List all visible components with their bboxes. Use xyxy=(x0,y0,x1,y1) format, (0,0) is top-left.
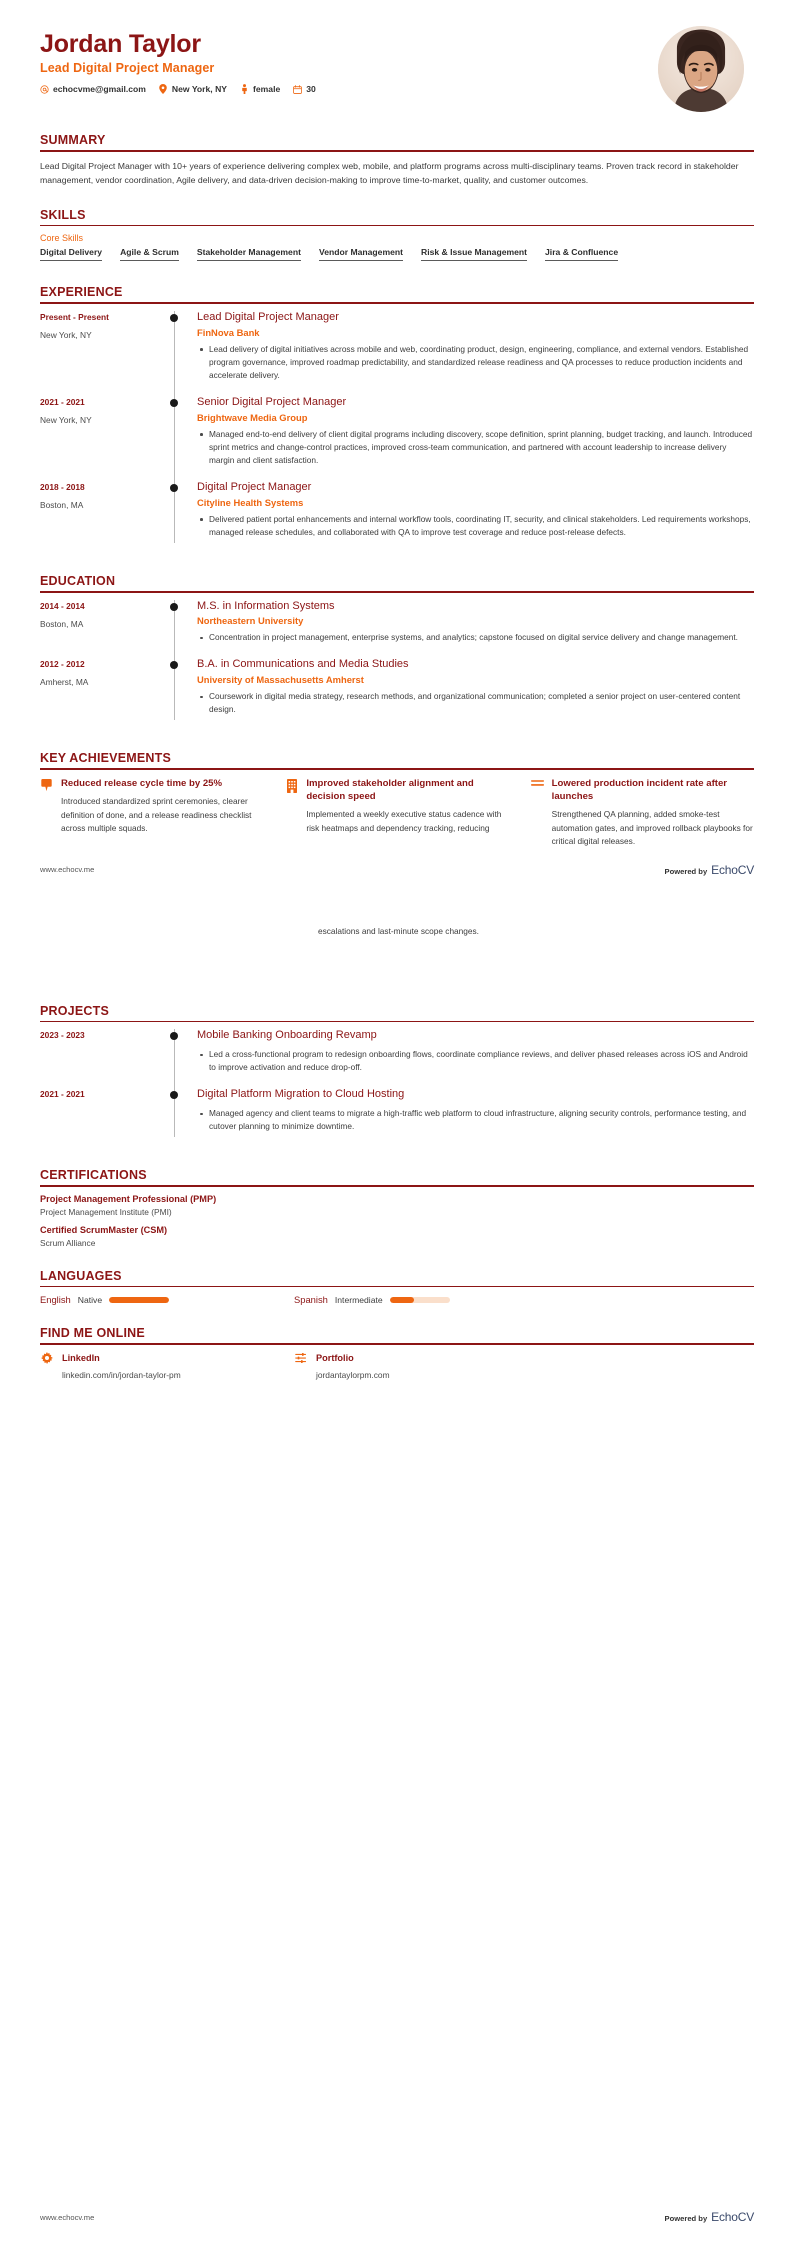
language-proficiency-bar xyxy=(109,1297,169,1303)
entry-role: Senior Digital Project Manager xyxy=(197,396,347,408)
certification-item xyxy=(40,1225,754,1248)
footer-brand xyxy=(665,863,754,877)
timeline-rail xyxy=(170,1088,186,1147)
section-languages xyxy=(40,1269,754,1306)
achievement-title: Improved stakeholder alignment and decision speed xyxy=(306,777,474,803)
map-pin-icon xyxy=(159,85,168,94)
experience-entry xyxy=(40,396,754,481)
entry-bullet: Delivered patient portal enhancements and internal workflow tools, coordinating IT, security, and clinical stakeholders. Led requirements workshops, managed release schedules, and collaborated with QA to improve test coverage and reduce post-release defects. xyxy=(197,513,754,539)
entry-location: New York, NY xyxy=(40,329,92,340)
footer-brand xyxy=(665,2210,754,2224)
certification-issuer: Project Management Institute (PMI) xyxy=(40,1206,172,1217)
timeline-dot xyxy=(170,661,178,669)
education-entry xyxy=(40,600,754,659)
section-skills xyxy=(40,208,754,265)
skill-chip: Digital Delivery xyxy=(40,247,102,261)
certification-item xyxy=(40,1194,754,1217)
entry-school: University of Massachusetts Amherst xyxy=(197,674,364,686)
section-key-achievements xyxy=(40,751,754,848)
speech-bubble-icon xyxy=(40,779,53,795)
skill-chip: Vendor Management xyxy=(319,247,403,261)
entry-bullets xyxy=(197,690,754,716)
entry-bullet: Coursework in digital media strategy, research methods, and organizational communication; completed a senior project on user-centered content design. xyxy=(197,690,754,716)
languages-rule xyxy=(40,1286,754,1288)
projects-rule xyxy=(40,1021,754,1023)
contact-age-text: 30 xyxy=(306,84,316,94)
achievement-desc: Strengthened QA planning, added smoke-test automation gates, and improved rollback playbooks for critical digital releases. xyxy=(551,809,753,847)
project-entry xyxy=(40,1029,754,1088)
entry-organization: FinNova Bank xyxy=(197,326,260,338)
skill-chip: Risk & Issue Management xyxy=(421,247,527,261)
footer-url: www.echocv.me xyxy=(40,2212,95,2222)
entry-organization: Cityline Health Systems xyxy=(197,496,304,508)
entry-meta xyxy=(40,481,170,553)
entry-location: Boston, MA xyxy=(40,618,84,629)
section-find-me-online xyxy=(40,1326,754,1380)
section-certifications xyxy=(40,1168,754,1248)
contact-gender xyxy=(240,84,280,94)
entry-body xyxy=(186,600,754,659)
online-heading: FIND ME ONLINE xyxy=(40,1326,145,1341)
entry-meta xyxy=(40,1029,170,1088)
timeline-dot xyxy=(170,1091,178,1099)
contact-gender-text: female xyxy=(253,84,281,94)
entry-date: 2014 - 2014 xyxy=(40,600,85,611)
language-item xyxy=(294,1294,548,1305)
education-entry xyxy=(40,658,754,730)
entry-date: 2018 - 2018 xyxy=(40,482,85,493)
timeline-rail xyxy=(170,481,186,553)
certifications-rule xyxy=(40,1185,754,1187)
language-proficiency-bar xyxy=(390,1297,450,1303)
entry-meta xyxy=(40,396,170,481)
entry-body xyxy=(186,1088,754,1147)
entry-bullets xyxy=(197,1107,754,1133)
entry-date: 2012 - 2012 xyxy=(40,659,85,670)
achievement-card xyxy=(531,777,754,849)
section-projects xyxy=(40,1004,754,1147)
at-email-icon xyxy=(40,85,49,94)
timeline-dot xyxy=(170,484,178,492)
language-level: Native xyxy=(77,1294,103,1305)
entry-meta xyxy=(40,658,170,730)
achievements-rule xyxy=(40,768,754,770)
entry-location: Amherst, MA xyxy=(40,677,89,688)
entry-location: New York, NY xyxy=(40,415,92,425)
entry-bullet: Managed end-to-end delivery of client digital programs including discovery, scope definition, sprint planning, budget tracking, and launch. Introduced sprint metrics and change-control practices, improved cross-team communication, and partnered with account leadership to increase delivery margin and client satisfaction. xyxy=(197,428,754,467)
avatar xyxy=(658,26,744,112)
achievement-desc: Introduced standardized sprint ceremonies, clearer definition of done, and a release readiness checklist across multiple squads. xyxy=(61,796,252,834)
project-name: Digital Platform Migration to Cloud Hosting xyxy=(197,1088,405,1101)
certification-name: Project Management Professional (PMP) xyxy=(40,1193,217,1204)
online-item-linkedin[interactable] xyxy=(40,1352,294,1380)
contact-list xyxy=(40,84,658,94)
entry-date: 2023 - 2023 xyxy=(40,1030,85,1041)
certification-name: Certified ScrumMaster (CSM) xyxy=(40,1224,168,1235)
projects-heading: PROJECTS xyxy=(40,1003,109,1018)
calendar-icon xyxy=(293,85,302,94)
skills-rule xyxy=(40,225,754,227)
timeline-rail xyxy=(170,658,186,730)
achievements-heading: KEY ACHIEVEMENTS xyxy=(40,751,172,766)
document-footer xyxy=(0,2210,794,2224)
language-name: Spanish xyxy=(294,1294,328,1306)
languages-heading: LANGUAGES xyxy=(40,1268,122,1283)
online-item-portfolio[interactable] xyxy=(294,1352,548,1380)
achievement-card xyxy=(40,777,263,849)
entry-body xyxy=(186,311,754,396)
entry-meta xyxy=(40,600,170,659)
section-summary xyxy=(40,133,754,187)
timeline-rail xyxy=(170,311,186,396)
footer-url: www.echocv.me xyxy=(40,865,95,875)
entry-date: 2021 - 2021 xyxy=(40,397,85,407)
equals-icon xyxy=(531,779,544,795)
contact-age xyxy=(293,84,316,94)
online-url: jordantaylorpm.com xyxy=(316,1369,390,1380)
project-name: Mobile Banking Onboarding Revamp xyxy=(197,1029,377,1042)
experience-rule xyxy=(40,302,754,304)
experience-entry xyxy=(40,311,754,396)
summary-text: Lead Digital Project Manager with 10+ years of experience delivering complex web, mobile, and platform programs across multi-disciplinary teams. Proven track record in stakeholder management, vendor coordination, Agile delivery, and data-driven decision-making to improve time-to-market, quality, and customer outcomes. xyxy=(40,160,739,185)
entry-date: 2021 - 2021 xyxy=(40,1089,85,1100)
timeline-dot xyxy=(170,399,178,407)
entry-bullets xyxy=(197,513,754,539)
section-experience xyxy=(40,285,754,553)
contact-email xyxy=(40,84,146,94)
experience-entry xyxy=(40,481,754,553)
entry-bullet: Concentration in project management, enterprise systems, and analytics; capstone focused on digital service delivery and change management. xyxy=(197,631,754,644)
entry-bullet: Managed agency and client teams to migrate a high-traffic web platform to cloud infrastructure, aligning security controls, performance testing, and cutover planning to minimize downtime. xyxy=(197,1107,754,1133)
certification-issuer: Scrum Alliance xyxy=(40,1237,96,1248)
language-level: Intermediate xyxy=(334,1294,383,1305)
entry-bullet: Lead delivery of digital initiatives across mobile and web, coordinating product, design, engineering, compliance, and external vendors. Established program governance, improved roadmap predictability, and standardized release readiness and QA processes to reduce production incidents and accelerate delivery. xyxy=(197,343,754,382)
education-heading: EDUCATION xyxy=(40,573,116,588)
entry-degree: M.S. in Information Systems xyxy=(197,599,335,612)
person-icon xyxy=(240,85,249,94)
gear-icon xyxy=(40,1352,53,1365)
timeline-dot xyxy=(170,1032,178,1040)
achievement-title: Reduced release cycle time by 25% xyxy=(61,777,223,789)
language-name: English xyxy=(40,1294,71,1306)
entry-bullets xyxy=(197,428,754,467)
timeline-dot xyxy=(170,603,178,611)
entry-school: Northeastern University xyxy=(197,615,304,627)
footer-brand-name: EchoCV xyxy=(711,862,754,877)
footer-powered-by: Powered by xyxy=(664,2214,708,2223)
online-rule xyxy=(40,1343,754,1345)
page-break-region xyxy=(0,863,794,983)
skills-heading: SKILLS xyxy=(40,207,86,222)
job-title: Lead Digital Project Manager xyxy=(40,61,215,75)
timeline-dot xyxy=(170,314,178,322)
summary-rule xyxy=(40,150,754,152)
resume-header xyxy=(40,0,754,112)
building-icon xyxy=(285,779,298,795)
online-label: Portfolio xyxy=(316,1353,354,1364)
achievement-title: Lowered production incident rate after launches xyxy=(551,777,728,803)
entry-body xyxy=(186,481,754,553)
entry-date: Present - Present xyxy=(40,311,109,322)
achievements-grid xyxy=(40,777,754,849)
online-label: LinkedIn xyxy=(62,1353,100,1364)
entry-bullet: Led a cross-functional program to redesign onboarding flows, coordinate compliance reviews, and deliver phased releases across iOS and Android to improve activation and reduce drop-off. xyxy=(197,1048,754,1074)
footer-brand-name: EchoCV xyxy=(711,2210,754,2224)
entry-body xyxy=(186,396,754,481)
project-entry xyxy=(40,1088,754,1147)
entry-location: Boston, MA xyxy=(40,500,84,511)
entry-bullets xyxy=(197,631,754,644)
online-grid xyxy=(40,1352,754,1380)
languages-row xyxy=(40,1294,754,1305)
footer-powered-by: Powered by xyxy=(664,866,708,876)
sliders-icon xyxy=(294,1352,307,1365)
entry-meta xyxy=(40,311,170,396)
entry-body xyxy=(186,658,754,730)
achievement-desc: Implemented a weekly executive status cadence with risk heatmaps and dependency tracking, reducing xyxy=(306,809,502,833)
contact-location-text: New York, NY xyxy=(171,84,228,94)
skill-chip: Jira & Confluence xyxy=(545,247,618,261)
page-title: Jordan Taylor xyxy=(40,30,201,58)
online-url: linkedin.com/in/jordan-taylor-pm xyxy=(62,1369,181,1380)
header-identity xyxy=(40,26,658,94)
skills-list xyxy=(40,247,754,264)
language-item xyxy=(40,1294,294,1305)
section-education xyxy=(40,574,754,730)
skills-group-label: Core Skills xyxy=(40,233,84,244)
entry-role: Lead Digital Project Manager xyxy=(197,310,339,323)
entry-bullets xyxy=(197,343,754,382)
entry-organization: Brightwave Media Group xyxy=(197,411,308,423)
entry-meta xyxy=(40,1088,170,1147)
entry-degree: B.A. in Communications and Media Studies xyxy=(197,658,409,671)
achievement-card xyxy=(285,777,508,849)
timeline-rail xyxy=(170,600,186,659)
page-footer xyxy=(0,863,794,877)
education-rule xyxy=(40,591,754,593)
summary-heading: SUMMARY xyxy=(40,133,106,147)
timeline-rail xyxy=(170,1029,186,1088)
experience-heading: EXPERIENCE xyxy=(40,285,123,300)
skill-chip: Stakeholder Management xyxy=(197,247,301,261)
avatar-photo xyxy=(658,26,744,112)
skill-chip: Agile & Scrum xyxy=(120,247,179,261)
achievement-desc-overflow: escalations and last-minute scope changes. xyxy=(318,925,479,936)
timeline-rail xyxy=(170,396,186,481)
contact-location xyxy=(159,84,227,94)
entry-role: Digital Project Manager xyxy=(197,481,312,494)
contact-email-text: echocvme@gmail.com xyxy=(53,84,146,94)
entry-body xyxy=(186,1029,754,1088)
entry-bullets xyxy=(197,1048,754,1074)
certifications-heading: CERTIFICATIONS xyxy=(40,1168,147,1183)
